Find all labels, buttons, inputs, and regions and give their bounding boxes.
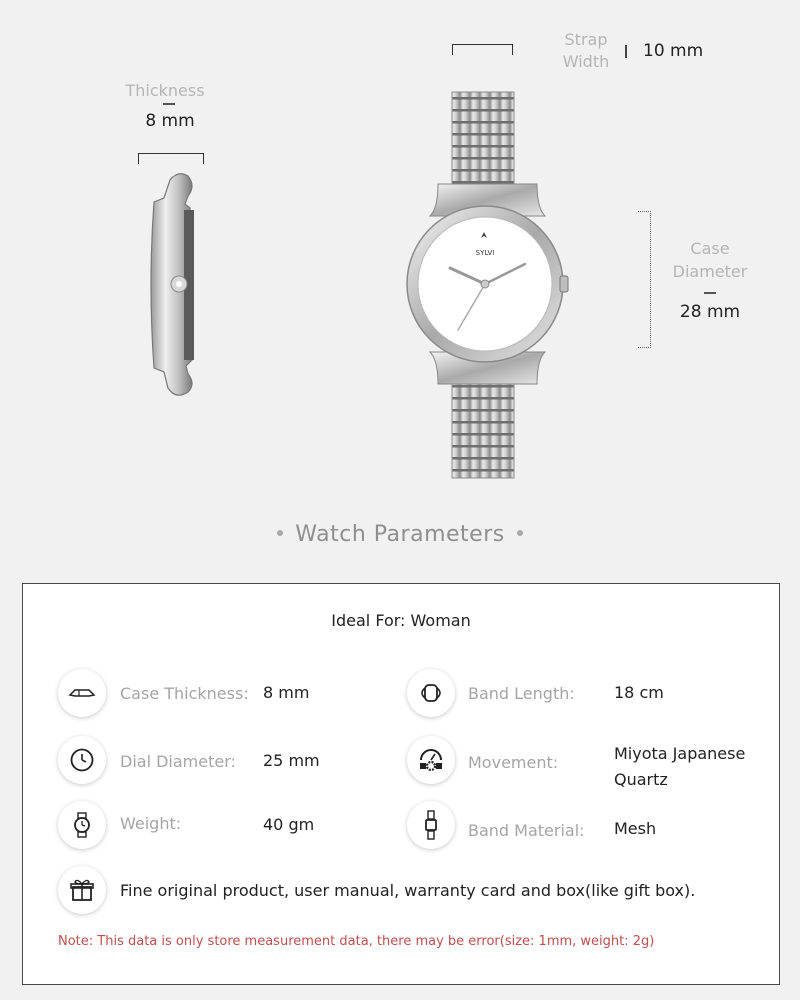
strap-width-value: 10 mm [643, 41, 704, 61]
case-diameter-label-1: Case [690, 239, 730, 258]
spec-card [22, 583, 780, 985]
gift-box-icon [58, 866, 106, 914]
dial-diameter-value: 25 mm [263, 751, 320, 770]
watch-brand-text: SYLVI [475, 249, 495, 257]
case-diameter-bracket [638, 211, 651, 348]
thickness-dash [163, 103, 175, 105]
watch-front-view [400, 88, 575, 488]
band-length-label: Band Length: [468, 684, 575, 703]
thickness-bracket [138, 153, 204, 164]
package-contents: Fine original product, user manual, warranty card and box(like gift box). [120, 881, 696, 900]
clock-icon [58, 736, 106, 784]
wristwatch-icon [58, 801, 106, 849]
measurement-note: Note: This data is only store measurement data, there may be error(size: 1mm, weight: 2g) [58, 934, 655, 949]
watch-band-icon [407, 669, 455, 717]
watch-side-icon [58, 669, 106, 717]
strap-width-label-1: Strap [564, 30, 608, 49]
case-thickness-label: Case Thickness: [120, 684, 249, 703]
weight-value: 40 gm [263, 815, 315, 834]
band-length-value: 18 cm [614, 683, 664, 702]
watch-side-view [130, 168, 220, 400]
movement-value-line2: Quartz [614, 770, 668, 789]
strap-width-bracket [452, 44, 513, 55]
case-diameter-dash [704, 292, 716, 294]
movement-label: Movement: [468, 753, 559, 772]
section-title-text: Watch Parameters [295, 522, 505, 547]
thickness-value: 8 mm [145, 111, 195, 131]
case-diameter-value: 28 mm [679, 302, 741, 322]
band-material-value: Mesh [614, 819, 657, 838]
dial-diameter-label: Dial Diameter: [120, 752, 236, 771]
thickness-label: Thickness [125, 81, 205, 100]
strap-icon [407, 801, 455, 849]
movement-value-line1: Miyota Japanese [614, 744, 746, 763]
strap-width-tick [625, 45, 627, 58]
case-thickness-value: 8 mm [263, 683, 310, 702]
strap-width-label-2: Width [562, 52, 610, 71]
section-title [0, 522, 800, 547]
gear-gauge-icon [407, 736, 455, 784]
bullet-dot [277, 530, 283, 536]
ideal-for: Ideal For: Woman [331, 611, 471, 630]
case-diameter-label-2: Diameter [672, 262, 748, 281]
band-material-label: Band Material: [468, 821, 585, 840]
weight-label: Weight: [120, 814, 182, 833]
bullet-dot [517, 530, 523, 536]
